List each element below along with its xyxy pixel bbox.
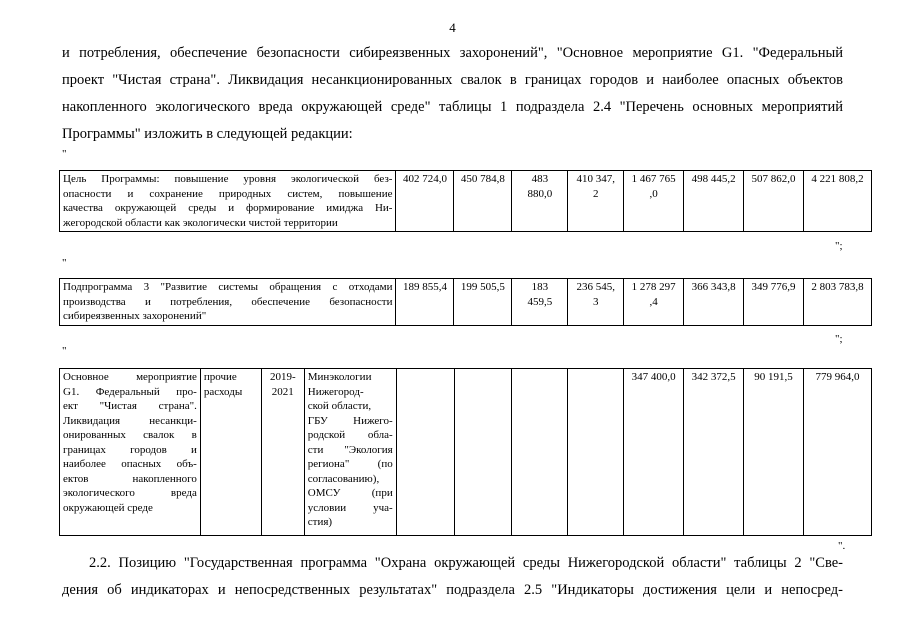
close-quote: ". [838,540,846,552]
value-cell: 236 545, 3 [568,279,624,326]
expense-category: прочие расходы [200,369,261,536]
value-cell: 498 445,2 [684,171,744,232]
goal-description: Цель Программы: повышение уровня экологической без- опасности и сохранение природных систем, повышение качества окружающей среды и формирование имиджа Ни- жегородской области как экологически чистой территории [60,171,396,232]
table-row [60,171,872,232]
value-cell: 450 784,8 [454,171,512,232]
value-cell: 402 724,0 [396,171,454,232]
value-cell [454,369,512,536]
subprogram-description: Подпрограмма 3 "Развитие системы обращения с отходами производства и потребления, обеспечение безопасности сибиреязвенных захоронений" [60,279,396,326]
intro-line: Программы" изложить в следующей редакции: [62,126,353,142]
intro-paragraph [62,40,843,148]
subprogram-table [59,278,872,326]
open-quote: " [62,257,67,269]
open-quote: " [62,148,67,160]
activity-description: Основное мероприятие G1. Федеральный про- ект "Чистая страна". Ликвидация несанкци- онированных свалок в границах городов и наиболее опасных объ- ектов накопленного экологического вреда окружающей среде [60,369,201,536]
outro-paragraph [62,550,843,604]
value-cell: 1 278 297 ,4 [624,279,684,326]
value-cell [396,369,454,536]
value-cell [568,369,624,536]
executor-cell: Минэкологии Нижегород- ской области, ГБУ Нижего- родской обла- сти "Экология региона" (по согласованию), ОМСУ (при условии уча- стия) [304,369,396,536]
value-cell: 349 776,9 [744,279,804,326]
value-cell: 779 964,0 [803,369,871,536]
value-cell: 199 505,5 [454,279,512,326]
open-quote: " [62,345,67,357]
value-cell: 410 347, 2 [568,171,624,232]
value-cell: 183 459,5 [512,279,568,326]
value-cell: 2 803 783,8 [804,279,872,326]
close-quote: "; [835,240,843,252]
value-cell [512,369,568,536]
value-cell: 1 467 765 ,0 [624,171,684,232]
outro-line: дения об индикаторах и непосредственных результатах" подраздела 2.5 "Индикаторы достижения цели и непосред- [62,582,843,598]
intro-line: проект "Чистая страна". Ликвидация несанкционированных свалок в границах городов и наиболее опасных объектов [62,72,843,88]
outro-line: 2.2. Позицию "Государственная программа "Охрана окружающей среды Нижегородской области" таблицы 2 "Све- [89,555,843,571]
period-cell: 2019- 2021 [261,369,304,536]
value-cell: 507 862,0 [744,171,804,232]
value-cell: 483 880,0 [512,171,568,232]
activity-table [59,368,872,536]
value-cell: 347 400,0 [624,369,684,536]
table-row [60,369,872,536]
close-quote: "; [835,333,843,345]
goal-table [59,170,872,232]
page-number: 4 [449,20,456,35]
intro-line: накопленного экологического вреда окружающей среде" таблицы 1 подраздела 2.4 "Перечень основных мероприятий [62,99,843,115]
value-cell: 4 221 808,2 [804,171,872,232]
value-cell: 189 855,4 [396,279,454,326]
value-cell: 90 191,5 [744,369,804,536]
table-row [60,279,872,326]
intro-line: и потребления, обеспечение безопасности сибиреязвенных захоронений", "Основное мероприятие G1. "Федеральный [62,45,843,61]
value-cell: 342 372,5 [684,369,744,536]
value-cell: 366 343,8 [684,279,744,326]
